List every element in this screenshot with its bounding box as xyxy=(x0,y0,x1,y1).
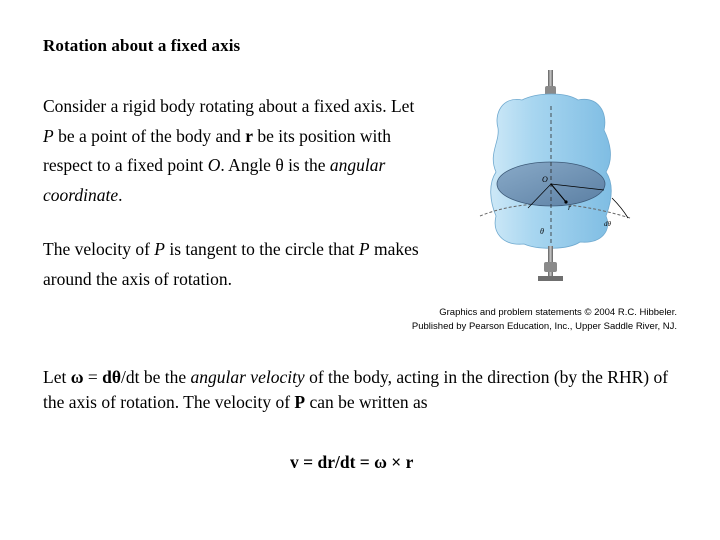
image-credit xyxy=(377,306,677,334)
point-p-label: P xyxy=(43,125,54,146)
dtheta-symbol: dθ xyxy=(102,367,121,387)
text-run: . Angle θ is the xyxy=(220,155,330,175)
intro-paragraph xyxy=(43,92,423,210)
text-run: /dt be the xyxy=(121,367,191,387)
credit-line: Graphics and problem statements © 2004 R.C. Hibbeler. xyxy=(439,307,677,318)
position-vector-label: r xyxy=(245,125,253,146)
point-p-label: P xyxy=(154,239,165,259)
velocity-paragraph xyxy=(43,235,423,294)
credit-line: Published by Pearson Education, Inc., Upper Saddle River, NJ. xyxy=(411,321,677,332)
text-run: can be written as xyxy=(305,392,428,412)
slide-title: Rotation about a fixed axis xyxy=(43,36,241,55)
text-run: makes around the axis of rotation. xyxy=(43,239,419,289)
omega-symbol: ω xyxy=(70,367,84,387)
text-run: . xyxy=(118,184,123,205)
text-run: Let xyxy=(43,367,71,387)
text-run: of the body, acting in the direction (by the RHR) of the axis of rotation. The velocity of xyxy=(43,367,669,412)
text-run: be a point of the body and xyxy=(53,125,246,146)
label-theta: θ xyxy=(540,227,544,236)
velocity-formula: v = dr/dt = ω × r xyxy=(290,452,414,472)
rotating-body-figure xyxy=(462,66,642,296)
lower-bearing xyxy=(544,262,557,272)
text-run: Consider a rigid body rotating about a fixed axis. Let xyxy=(43,96,415,116)
text-run: is tangent to the circle that xyxy=(164,239,359,259)
point-p-label: P xyxy=(294,392,306,412)
label-r: r xyxy=(568,203,572,212)
text-run: The velocity of xyxy=(43,239,155,259)
base-plate xyxy=(538,276,563,281)
text-run: = xyxy=(83,367,103,387)
angular-velocity-paragraph xyxy=(43,365,683,415)
angular-velocity-term: angular velocity xyxy=(190,367,305,387)
point-o-label: O xyxy=(207,155,221,175)
point-p-label: P xyxy=(358,239,370,259)
text-run: be its position with respect to a fixed point xyxy=(43,125,392,175)
angular-coordinate-term: angular coordinate xyxy=(43,155,386,205)
label-o: O xyxy=(542,175,548,184)
label-dtheta: dθ xyxy=(604,220,611,228)
